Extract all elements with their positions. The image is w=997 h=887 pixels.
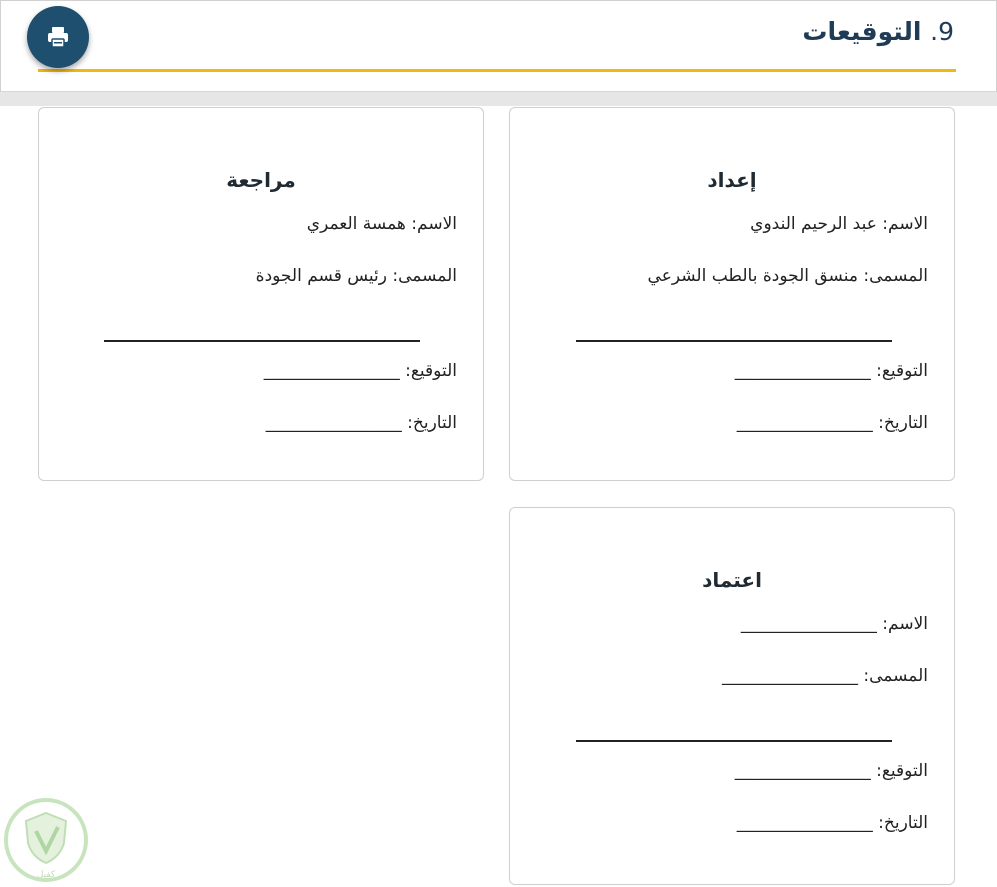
signature-line	[576, 340, 892, 342]
section-title	[802, 17, 954, 46]
date-label: التاريخ:	[878, 813, 928, 833]
date-label: التاريخ:	[407, 413, 457, 433]
name-value: همسة العمري	[306, 214, 406, 234]
printer-icon	[46, 26, 70, 48]
signature-row	[264, 361, 457, 381]
date-label: التاريخ:	[878, 413, 928, 433]
section-number: 9.	[930, 17, 954, 46]
position-row	[722, 666, 928, 686]
date-row	[266, 413, 457, 433]
name-row	[750, 214, 928, 234]
date-blank: ________________	[736, 413, 873, 433]
print-button[interactable]	[27, 6, 89, 68]
signature-label: التوقيع:	[405, 361, 457, 381]
position-row	[256, 266, 457, 286]
position-value: منسق الجودة بالطب الشرعي	[647, 266, 858, 286]
signature-blank: ________________	[734, 361, 871, 381]
title-underline	[38, 69, 956, 72]
signature-card-approve	[509, 507, 955, 885]
watermark-text: كفيل	[36, 870, 56, 880]
position-value: رئيس قسم الجودة	[255, 266, 387, 286]
watermark-logo	[2, 797, 90, 883]
name-label: الاسم:	[411, 214, 457, 234]
signature-line	[576, 740, 892, 742]
shield-logo-icon	[2, 797, 90, 883]
position-label: المسمى:	[392, 266, 457, 286]
name-value: عبد الرحيم الندوي	[750, 214, 877, 234]
section-title-text: التوقيعات	[802, 17, 922, 46]
signature-line	[104, 340, 420, 342]
signature-blank: ________________	[263, 361, 400, 381]
date-row	[737, 413, 928, 433]
position-label: المسمى:	[863, 666, 928, 686]
separator-band	[0, 92, 997, 106]
signature-blank: ________________	[734, 761, 871, 781]
position-blank: ________________	[721, 666, 858, 686]
name-label: الاسم:	[882, 214, 928, 234]
date-blank: ________________	[265, 413, 402, 433]
date-row	[737, 813, 928, 833]
signature-label: التوقيع:	[876, 361, 928, 381]
name-blank: ________________	[740, 614, 877, 634]
name-row	[307, 214, 457, 234]
name-row	[741, 614, 928, 634]
section-header	[0, 0, 997, 92]
signature-label: التوقيع:	[876, 761, 928, 781]
card-title: إعداد	[707, 168, 757, 192]
signature-card-review	[38, 107, 484, 481]
signature-card-prepare	[509, 107, 955, 481]
date-blank: ________________	[736, 813, 873, 833]
name-label: الاسم:	[882, 614, 928, 634]
card-title: مراجعة	[226, 168, 296, 192]
position-row	[648, 266, 928, 286]
signature-row	[735, 361, 928, 381]
position-label: المسمى:	[863, 266, 928, 286]
signature-row	[735, 761, 928, 781]
card-title: اعتماد	[702, 568, 762, 592]
